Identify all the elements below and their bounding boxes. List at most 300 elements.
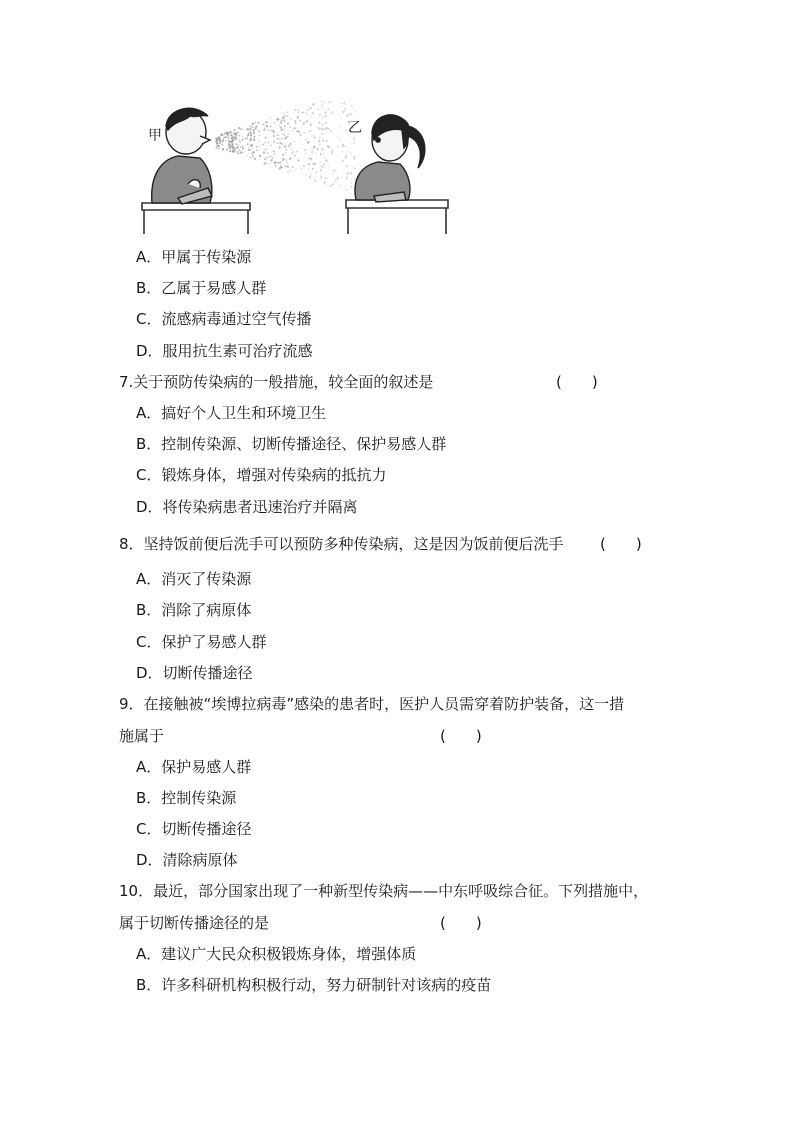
spray-droplet — [312, 104, 314, 106]
spray-droplet — [218, 146, 219, 147]
spray-droplet — [282, 117, 284, 119]
spray-droplet — [229, 150, 231, 152]
spray-droplet — [330, 185, 332, 187]
spray-droplet — [319, 143, 321, 145]
spray-droplet — [258, 122, 260, 124]
spray-droplet — [288, 133, 289, 134]
spray-droplet — [240, 146, 241, 147]
spray-droplet — [308, 169, 309, 170]
spray-droplet — [306, 120, 308, 122]
spray-droplet — [289, 171, 290, 172]
spray-droplet — [281, 167, 282, 168]
q6-option-b: B．乙属于易感人群 — [136, 279, 267, 297]
spray-droplet — [252, 155, 254, 157]
spray-droplet — [351, 183, 352, 184]
spray-droplet — [313, 147, 315, 149]
spray-droplet — [321, 107, 322, 108]
q9-option-a: A．保护易感人群 — [136, 758, 252, 776]
spray-droplet — [287, 111, 288, 112]
spray-droplet — [228, 144, 229, 145]
spray-droplet — [286, 148, 287, 149]
spray-droplet — [268, 130, 269, 131]
spray-droplet — [236, 143, 238, 145]
spray-droplet — [273, 141, 275, 143]
spray-droplet — [293, 151, 295, 153]
spray-droplet — [295, 122, 297, 124]
spray-droplet — [284, 129, 285, 130]
spray-droplet — [324, 165, 325, 166]
spray-droplet — [328, 128, 330, 130]
spray-droplet — [351, 179, 352, 180]
spray-droplet — [327, 145, 329, 147]
spray-droplet — [281, 143, 283, 145]
spray-droplet — [242, 136, 243, 137]
spray-droplet — [337, 146, 339, 148]
spray-droplet — [346, 173, 348, 175]
spray-droplet — [325, 103, 326, 104]
spray-droplet — [320, 169, 322, 171]
spray-droplet — [219, 139, 221, 141]
spray-droplet — [325, 177, 327, 179]
spray-droplet — [304, 149, 306, 151]
spray-droplet — [231, 141, 233, 143]
spray-droplet — [291, 149, 292, 150]
spray-droplet — [304, 132, 305, 133]
spray-droplet — [258, 135, 259, 136]
spray-droplet — [335, 179, 337, 181]
figure-label-yi: 乙 — [348, 120, 362, 136]
spray-droplet — [247, 136, 248, 137]
spray-droplet — [345, 146, 347, 148]
spray-droplet — [275, 165, 277, 167]
spray-droplet — [341, 118, 342, 119]
spray-droplet — [350, 143, 351, 144]
spray-droplet — [338, 135, 339, 136]
spray-droplet — [342, 171, 343, 172]
spray-droplet — [347, 114, 349, 116]
spray-droplet — [279, 125, 280, 126]
spray-droplet — [284, 135, 286, 137]
spray-droplet — [285, 137, 286, 138]
spray-droplet — [280, 122, 282, 124]
spray-droplet — [267, 152, 269, 154]
spray-droplet — [286, 161, 287, 162]
q7-option-d: D．将传染病患者迅速治疗并隔离 — [136, 498, 358, 516]
q9-option-d: D．清除病原体 — [136, 851, 238, 869]
spray-droplet — [322, 166, 324, 168]
spray-droplet — [239, 135, 241, 137]
spray-droplet — [247, 128, 249, 130]
spray-droplet — [305, 153, 306, 154]
spray-droplet — [235, 135, 237, 137]
spray-droplet — [253, 139, 255, 141]
spray-droplet — [264, 127, 265, 128]
spray-droplet — [307, 114, 308, 115]
spray-droplet — [341, 146, 343, 148]
spray-droplet — [336, 170, 337, 171]
spray-droplet — [355, 111, 357, 113]
spray-droplet — [255, 122, 257, 124]
spray-droplet — [282, 154, 284, 156]
spray-droplet — [309, 157, 311, 159]
spray-droplet — [283, 147, 284, 148]
spray-droplet — [316, 148, 318, 150]
spray-droplet — [290, 169, 291, 170]
spray-droplet — [254, 158, 256, 160]
spray-droplet — [328, 165, 329, 166]
spray-droplet — [284, 159, 286, 161]
spray-droplet — [325, 140, 327, 142]
spray-droplet — [226, 150, 227, 151]
spray-droplet — [287, 166, 289, 168]
spray-droplet — [282, 160, 284, 162]
spray-droplet — [329, 101, 331, 103]
spray-droplet — [262, 144, 264, 146]
spray-droplet — [323, 149, 324, 150]
spray-droplet — [325, 160, 327, 162]
spray-droplet — [238, 132, 239, 133]
spray-droplet — [342, 145, 344, 147]
spray-droplet — [269, 163, 270, 164]
spray-droplet — [232, 148, 234, 150]
spray-droplet — [344, 101, 345, 102]
spray-droplet — [299, 120, 301, 122]
spray-droplet — [262, 121, 263, 122]
spray-droplet — [234, 129, 236, 131]
spray-droplet — [237, 151, 239, 153]
spray-droplet — [347, 121, 349, 123]
spray-droplet — [253, 132, 255, 134]
spray-droplet — [340, 126, 341, 127]
spray-droplet — [238, 127, 240, 129]
sneeze-illustration — [138, 100, 460, 236]
spray-droplet — [307, 109, 309, 111]
spray-droplet — [284, 125, 286, 127]
spray-droplet — [325, 122, 327, 124]
spray-droplet — [252, 144, 253, 145]
spray-droplet — [243, 139, 244, 140]
spray-droplet — [286, 136, 288, 138]
right-desk — [346, 200, 448, 234]
spray-droplet — [310, 123, 312, 125]
spray-droplet — [349, 123, 351, 125]
spray-droplet — [218, 148, 219, 149]
spray-droplet — [298, 112, 299, 113]
spray-droplet — [279, 165, 281, 167]
spray-droplet — [279, 146, 281, 148]
q8-option-a: A．消灭了传染源 — [136, 570, 252, 588]
spray-droplet — [312, 112, 314, 114]
spray-droplet — [228, 136, 229, 137]
spray-droplet — [324, 102, 325, 103]
spray-droplet — [281, 120, 283, 122]
spray-droplet — [316, 153, 317, 154]
spray-droplet — [353, 137, 354, 138]
spray-droplet — [324, 111, 326, 113]
spray-droplet — [332, 173, 333, 174]
spray-droplet — [307, 141, 309, 143]
spray-droplet — [313, 135, 314, 136]
spray-droplet — [297, 109, 299, 111]
spray-droplet — [350, 135, 351, 136]
spray-droplet — [337, 178, 339, 180]
spray-droplet — [281, 129, 283, 131]
spray-droplet — [338, 114, 339, 115]
spray-droplet — [271, 130, 273, 132]
q6-option-c: C．流感病毒通过空气传播 — [136, 310, 312, 328]
spray-droplet — [281, 138, 283, 140]
q10-answer-blank: ( ) — [440, 914, 482, 932]
spray-droplet — [350, 113, 352, 115]
spray-droplet — [353, 136, 354, 137]
spray-droplet — [277, 142, 279, 144]
spray-droplet — [325, 127, 327, 129]
spray-droplet — [239, 141, 241, 143]
spray-droplet — [250, 132, 252, 134]
spray-droplet — [294, 141, 295, 142]
spray-droplet — [337, 156, 338, 157]
spray-droplet — [266, 157, 268, 159]
spray-droplet — [345, 156, 347, 158]
spray-droplet — [353, 157, 355, 159]
spray-droplet — [342, 151, 344, 153]
spray-droplet — [299, 134, 301, 136]
spray-droplet — [269, 156, 270, 157]
spray-droplet — [239, 140, 240, 141]
spray-droplet — [321, 105, 323, 107]
spray-droplet — [272, 158, 274, 160]
spray-droplet — [339, 185, 341, 187]
spray-droplet — [266, 163, 268, 165]
spray-droplet — [299, 141, 300, 142]
spray-droplet — [287, 115, 289, 117]
spray-droplet — [274, 122, 275, 123]
spray-droplet — [284, 145, 286, 147]
spray-droplet — [259, 123, 260, 124]
spray-droplet — [321, 128, 323, 130]
spray-droplet — [311, 151, 313, 153]
spray-droplet — [343, 103, 345, 105]
spray-droplet — [238, 144, 239, 145]
spray-droplet — [254, 136, 256, 138]
spray-droplet — [312, 168, 314, 170]
spray-droplet — [352, 127, 354, 129]
q6-option-a: A．甲属于传染源 — [136, 248, 252, 266]
spray-droplet — [284, 120, 286, 122]
spray-droplet — [317, 127, 318, 128]
spray-droplet — [285, 152, 286, 153]
spray-droplet — [270, 117, 271, 118]
spray-droplet — [273, 150, 275, 152]
spray-droplet — [320, 165, 322, 167]
spray-droplet — [235, 148, 236, 149]
spray-droplet — [241, 128, 242, 129]
spray-droplet — [289, 146, 290, 147]
spray-droplet — [287, 123, 289, 125]
spray-droplet — [331, 184, 332, 185]
spray-droplet — [318, 122, 320, 124]
spray-droplet — [279, 135, 280, 136]
spray-droplet — [312, 149, 313, 150]
spray-droplet — [325, 158, 326, 159]
spray-droplet — [353, 167, 355, 169]
q10-stem-line1: 10．最近，部分国家出现了一种新型传染病——中东呼吸综合征。下列措施中， — [119, 882, 649, 900]
spray-droplet — [288, 144, 290, 146]
spray-droplet — [265, 148, 267, 150]
spray-droplet — [222, 140, 224, 142]
spray-droplet — [315, 171, 317, 173]
spray-droplet — [309, 176, 311, 178]
spray-droplet — [231, 138, 233, 140]
spray-droplet — [321, 177, 323, 179]
spray-droplet — [308, 159, 309, 160]
spray-droplet — [348, 151, 349, 152]
spray-droplet — [253, 129, 255, 131]
spray-droplet — [346, 165, 348, 167]
spray-droplet — [319, 138, 321, 140]
spray-droplet — [259, 140, 260, 141]
spray-droplet — [344, 111, 345, 112]
spray-droplet — [295, 109, 297, 111]
spray-droplet — [296, 151, 298, 153]
spray-droplet — [275, 162, 276, 163]
spray-droplet — [276, 118, 278, 120]
spray-droplet — [301, 133, 302, 134]
q9-stem-line1: 9．在接触被“埃博拉病毒”感染的患者时，医护人员需穿着防护装备，这一措 — [119, 695, 625, 713]
spray-droplet — [233, 132, 234, 133]
left-desk — [142, 203, 250, 234]
spray-droplet — [250, 129, 252, 131]
spray-droplet — [344, 108, 346, 110]
q8-option-b: B．消除了病原体 — [136, 601, 252, 619]
spray-droplet — [319, 114, 321, 116]
spray-droplet — [320, 175, 322, 177]
spray-droplet — [216, 147, 218, 149]
spray-droplet — [245, 138, 247, 140]
spray-droplet — [280, 162, 281, 163]
spray-droplet — [225, 136, 227, 138]
spray-droplet — [315, 180, 317, 182]
spray-droplet — [344, 187, 345, 188]
spray-droplet — [322, 117, 323, 118]
spray-droplet — [291, 152, 293, 154]
spray-droplet — [264, 163, 266, 165]
spray-droplet — [264, 158, 266, 160]
spray-droplet — [247, 138, 248, 139]
spray-droplet — [323, 128, 325, 130]
spray-droplet — [314, 137, 316, 139]
spray-droplet — [263, 129, 265, 131]
spray-droplet — [345, 129, 347, 131]
spray-droplet — [240, 129, 241, 130]
spray-droplet — [277, 139, 279, 141]
spray-droplet — [298, 131, 300, 133]
q8-stem: 8．坚持饭前便后洗手可以预防多种传染病，这是因为饭前便后洗手 — [119, 535, 564, 553]
spray-droplet — [353, 116, 354, 117]
q7-option-b: B．控制传染源、切断传播途径、保护易感人群 — [136, 435, 447, 453]
spray-droplet — [308, 163, 310, 165]
spray-droplet — [221, 134, 223, 136]
spray-droplet — [273, 131, 275, 133]
spray-droplet — [339, 139, 340, 140]
spray-droplet — [265, 137, 267, 139]
spray-droplet — [322, 124, 323, 125]
spray-droplet — [224, 132, 226, 134]
spray-droplet — [303, 112, 305, 114]
spray-droplet — [259, 146, 260, 147]
spray-droplet — [351, 105, 353, 107]
spray-droplet — [331, 152, 333, 154]
spray-droplet — [240, 152, 242, 154]
spray-droplet — [283, 113, 284, 114]
spray-droplet — [251, 152, 253, 154]
spray-droplet — [303, 122, 305, 124]
spray-droplet — [324, 182, 325, 183]
spray-droplet — [305, 139, 307, 141]
spray-droplet — [317, 109, 319, 111]
spray-droplet — [346, 189, 348, 191]
spray-droplet — [216, 143, 217, 144]
spray-droplet — [350, 172, 352, 174]
spray-droplet — [289, 130, 290, 131]
spray-droplet — [322, 133, 324, 135]
spray-droplet — [341, 102, 343, 104]
spray-droplet — [222, 144, 223, 145]
spray-droplet — [324, 115, 326, 117]
spray-droplet — [250, 138, 251, 139]
spray-droplet — [249, 125, 251, 127]
spray-droplet — [290, 119, 291, 120]
spray-droplet — [239, 150, 241, 152]
spray-droplet — [273, 135, 275, 137]
spray-droplet — [250, 134, 252, 136]
q9-answer-blank: ( ) — [440, 727, 482, 745]
q7-option-a: A．搞好个人卫生和环境卫生 — [136, 404, 327, 422]
spray-droplet — [242, 147, 244, 149]
spray-droplet — [228, 132, 230, 134]
q7-option-c: C．锻炼身体，增强对传染病的抵抗力 — [136, 466, 387, 484]
spray-droplet — [233, 151, 235, 153]
q8-answer-blank: ( ) — [600, 535, 642, 553]
spray-droplet — [330, 114, 331, 115]
spray-droplet — [218, 136, 220, 138]
spray-droplet — [309, 130, 311, 132]
spray-droplet — [336, 136, 337, 137]
spray-droplet — [324, 178, 325, 179]
spray-droplet — [266, 122, 268, 124]
spray-droplet — [352, 107, 353, 108]
spray-droplet — [346, 177, 348, 179]
spray-droplet — [298, 160, 299, 161]
spray-droplet — [289, 158, 291, 160]
spray-droplet — [346, 158, 347, 159]
q8-option-c: C．保护了易感人群 — [136, 633, 267, 651]
spray-droplet — [306, 174, 307, 175]
spray-droplet — [230, 134, 232, 136]
spray-droplet — [301, 144, 302, 145]
spray-droplet — [278, 168, 279, 169]
spray-droplet — [282, 158, 283, 159]
q7-stem: 7.关于预防传染病的一般措施，较全面的叙述是 — [119, 373, 434, 391]
spray-droplet — [237, 153, 239, 155]
spray-droplet — [241, 152, 243, 154]
q9-stem-line2: 施属于 — [119, 727, 165, 745]
spray-droplet — [295, 169, 296, 170]
spray-droplet — [277, 134, 279, 136]
spray-droplet — [323, 153, 324, 154]
spray-droplet — [264, 142, 265, 143]
figure-label-jia: 甲 — [148, 128, 162, 144]
